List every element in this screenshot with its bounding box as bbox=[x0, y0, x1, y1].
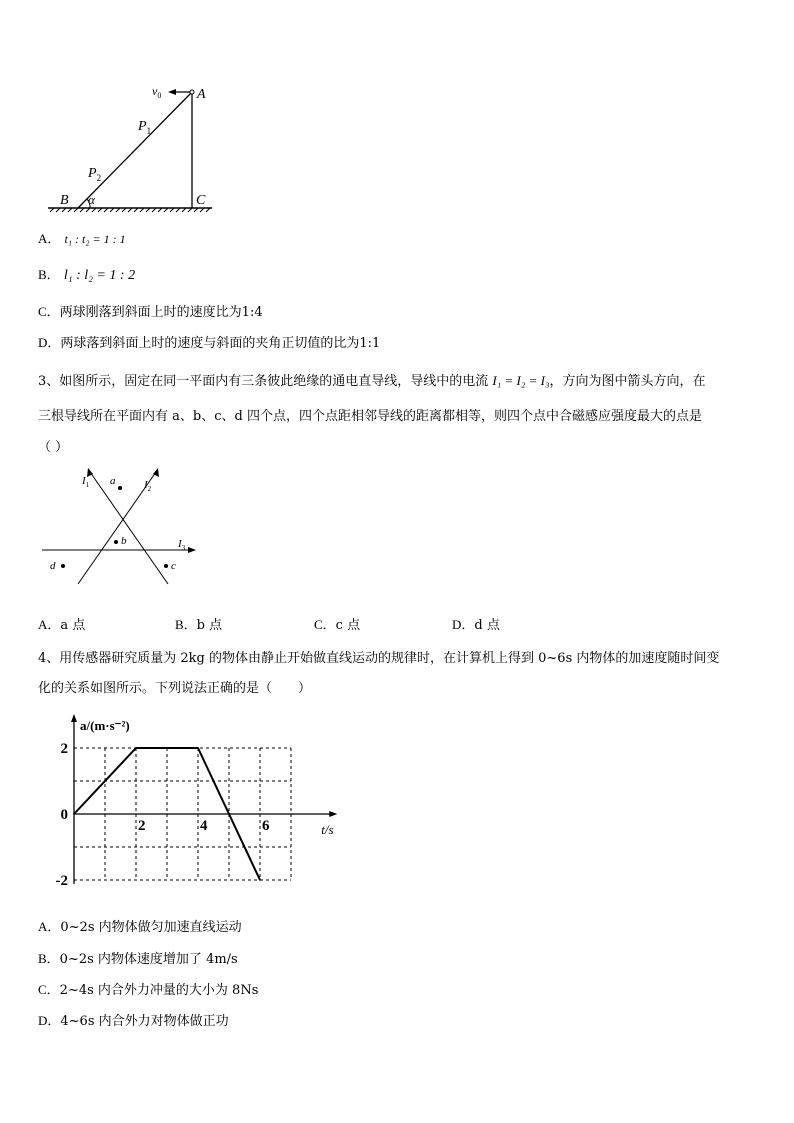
label-alpha: α bbox=[88, 192, 95, 207]
point-A-dot bbox=[190, 90, 194, 94]
acceleration-chart bbox=[50, 706, 350, 896]
q2-option-a: A． t₁ : t₂ = 1 : 1 bbox=[38, 231, 126, 246]
y-axis-arrow-icon bbox=[71, 714, 77, 722]
x-tick-label: 4 bbox=[200, 818, 208, 834]
q3-stem-line1: 3、如图所示，固定在同一平面内有三条彼此绝缘的通电直导线，导线中的电流 I₁ = I₂ = I₃，方向为图中箭头方向，在 bbox=[38, 373, 706, 389]
q3-option-d: D．d 点 bbox=[452, 617, 500, 633]
point-a-dot bbox=[118, 486, 122, 490]
q4-option-a: A．0~2s 内物体做匀加速直线运动 bbox=[38, 919, 242, 935]
label-I3: $I_3$ bbox=[178, 538, 186, 552]
label-v0: $v_0$ bbox=[152, 84, 162, 100]
current-equation: I₁ = I₂ = I₃ bbox=[492, 373, 550, 388]
q4-stem-line1: 4、用传感器研究质量为 2kg 的物体由静止开始做直线运动的规律时，在计算机上得到 0~6s 内物体的加速度随时间变 bbox=[38, 651, 720, 666]
q4-stem-line2: 化的关系如图所示。下列说法正确的是（ ） bbox=[38, 681, 312, 696]
label-point-d: d bbox=[50, 560, 56, 572]
wires-figure bbox=[38, 462, 208, 587]
q3-option-c: C．c 点 bbox=[314, 617, 361, 633]
label-C: C bbox=[196, 193, 206, 208]
y-tick-label: -2 bbox=[55, 873, 68, 889]
label-I1: $I_1$ bbox=[82, 475, 90, 489]
x-tick-label: 2 bbox=[138, 818, 146, 834]
y-axis-label: a/(m·s⁻²) bbox=[80, 718, 130, 733]
q3-option-a: A．a 点 bbox=[38, 617, 86, 633]
q4-option-b: B．0~2s 内物体速度增加了 4m/s bbox=[38, 951, 238, 967]
label-point-a: a bbox=[110, 475, 116, 487]
q2-option-b: B． l₁ : l₂ = 1 : 2 bbox=[38, 267, 136, 283]
y-tick-label: 2 bbox=[60, 741, 68, 757]
q3-stem-line2: 三根导线所在平面内有 a、b、c、d 四个点，四个点距相邻导线的距离都相等，则四个点中合磁感应强度最大的点是 bbox=[38, 409, 702, 424]
q3-option-b: B．b 点 bbox=[175, 617, 223, 633]
x-tick-label: 6 bbox=[262, 818, 270, 834]
point-b-dot bbox=[114, 540, 118, 544]
label-point-c: c bbox=[171, 560, 176, 572]
q4-option-d: D．4~6s 内合外力对物体做正功 bbox=[38, 1013, 229, 1029]
incline-line bbox=[78, 92, 192, 208]
label-point-b: b bbox=[121, 535, 127, 547]
label-P2: $P_2$ bbox=[88, 166, 102, 183]
wire-I3-arrow-icon bbox=[188, 547, 196, 553]
label-I2: $I_2$ bbox=[144, 479, 152, 493]
q4-option-c: C．2~4s 内合外力冲量的大小为 8Ns bbox=[38, 982, 259, 998]
label-B: B bbox=[60, 193, 69, 208]
point-d-dot bbox=[61, 564, 65, 568]
incline-figure bbox=[40, 80, 220, 215]
label-A: A bbox=[197, 87, 206, 102]
v0-arrowhead-icon bbox=[168, 89, 176, 95]
point-c-dot bbox=[164, 564, 168, 568]
x-axis-label: t/s bbox=[321, 822, 334, 837]
series-point bbox=[259, 879, 261, 881]
series-point bbox=[135, 747, 137, 749]
q2-option-d: D．两球落到斜面上时的速度与斜面的夹角正切值的比为1:1 bbox=[38, 335, 381, 351]
series-point bbox=[73, 813, 75, 815]
label-P1: $P_1$ bbox=[138, 119, 152, 136]
q3-stem-line3: （ ） bbox=[38, 440, 69, 455]
series-point bbox=[197, 747, 199, 749]
wire-I1 bbox=[90, 472, 168, 584]
x-axis-arrow-icon bbox=[329, 811, 337, 817]
q2-option-c: C．两球刚落到斜面上时的速度比为1:4 bbox=[38, 304, 263, 320]
y-tick-label: 0 bbox=[60, 807, 68, 823]
